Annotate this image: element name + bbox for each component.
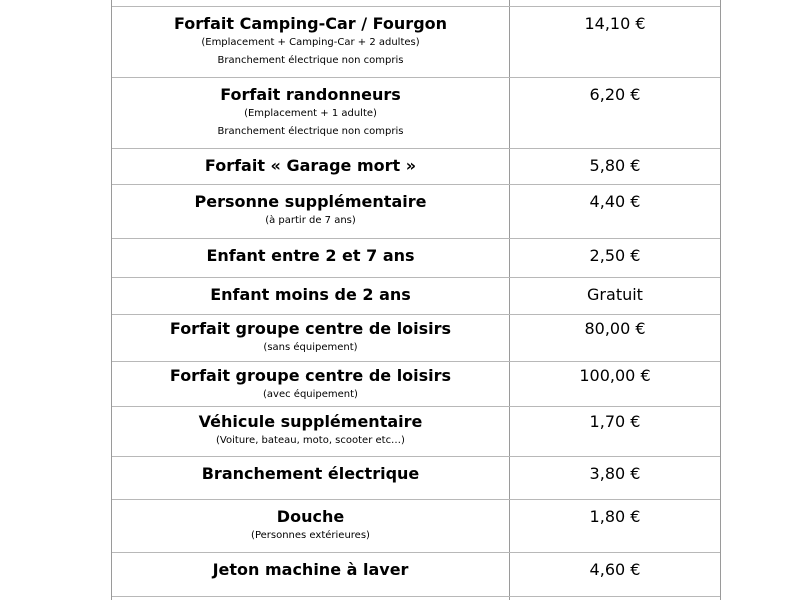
row-price: 5,80 € (589, 156, 641, 175)
row-subtitle: (Personnes extérieures) (251, 530, 370, 541)
row-subtitle: (sans équipement) (263, 342, 358, 353)
row-subtitle: Branchement électrique non compris (217, 55, 404, 66)
row-title: Forfait « Garage mort » (204, 156, 417, 175)
table-row (112, 361, 720, 406)
row-label (112, 560, 509, 580)
row-title: Enfant moins de 2 ans (210, 285, 411, 304)
row-label (112, 464, 509, 484)
row-title: Branchement électrique (201, 464, 420, 483)
row-label (112, 156, 509, 176)
row-price: 14,10 € (584, 14, 646, 33)
price-table (111, 0, 721, 600)
row-title: Personne supplémentaire (194, 192, 427, 211)
row-label (112, 412, 509, 450)
row-price: 6,20 € (589, 85, 641, 104)
row-price: 1,80 € (589, 507, 641, 526)
row-title: Jeton machine à laver (212, 560, 409, 579)
row-label (112, 507, 509, 545)
table-row (112, 77, 720, 148)
table-row (112, 6, 720, 77)
row-price: Gratuit (587, 285, 643, 304)
row-subtitle: (avec équipement) (263, 389, 358, 400)
table-row (112, 456, 720, 499)
row-price: 2,50 € (589, 246, 641, 265)
row-title: Douche (276, 507, 345, 526)
row-title: Enfant entre 2 et 7 ans (206, 246, 415, 265)
row-price: 1,70 € (589, 412, 641, 431)
row-label (112, 14, 509, 70)
row-subtitle: (Emplacement + Camping-Car + 2 adultes) (201, 37, 420, 48)
row-price: 3,80 € (589, 464, 641, 483)
row-label (112, 285, 509, 305)
row-title: Forfait randonneurs (220, 85, 401, 104)
table-row (112, 406, 720, 456)
row-subtitle: (à partir de 7 ans) (265, 215, 356, 226)
row-price: 4,40 € (589, 192, 641, 211)
row-label (112, 85, 509, 141)
table-row (112, 277, 720, 314)
row-title: Forfait groupe centre de loisirs (169, 366, 452, 385)
row-border (112, 596, 720, 597)
table-row (112, 238, 720, 277)
row-price: 80,00 € (584, 319, 646, 338)
row-label (112, 319, 509, 357)
row-label (112, 246, 509, 266)
row-label (112, 366, 509, 404)
table-row (112, 184, 720, 238)
table-row (112, 499, 720, 552)
row-title: Forfait Camping-Car / Fourgon (173, 14, 448, 33)
table-row (112, 314, 720, 361)
row-subtitle: (Emplacement + 1 adulte) (244, 108, 377, 119)
row-title: Véhicule supplémentaire (198, 412, 423, 431)
row-price: 100,00 € (579, 366, 651, 385)
row-label (112, 192, 509, 230)
row-title: Forfait groupe centre de loisirs (169, 319, 452, 338)
row-subtitle: Branchement électrique non compris (217, 126, 404, 137)
row-price: 4,60 € (589, 560, 641, 579)
table-row (112, 552, 720, 596)
row-subtitle: (Voiture, bateau, moto, scooter etc…) (216, 435, 405, 446)
table-row (112, 148, 720, 184)
